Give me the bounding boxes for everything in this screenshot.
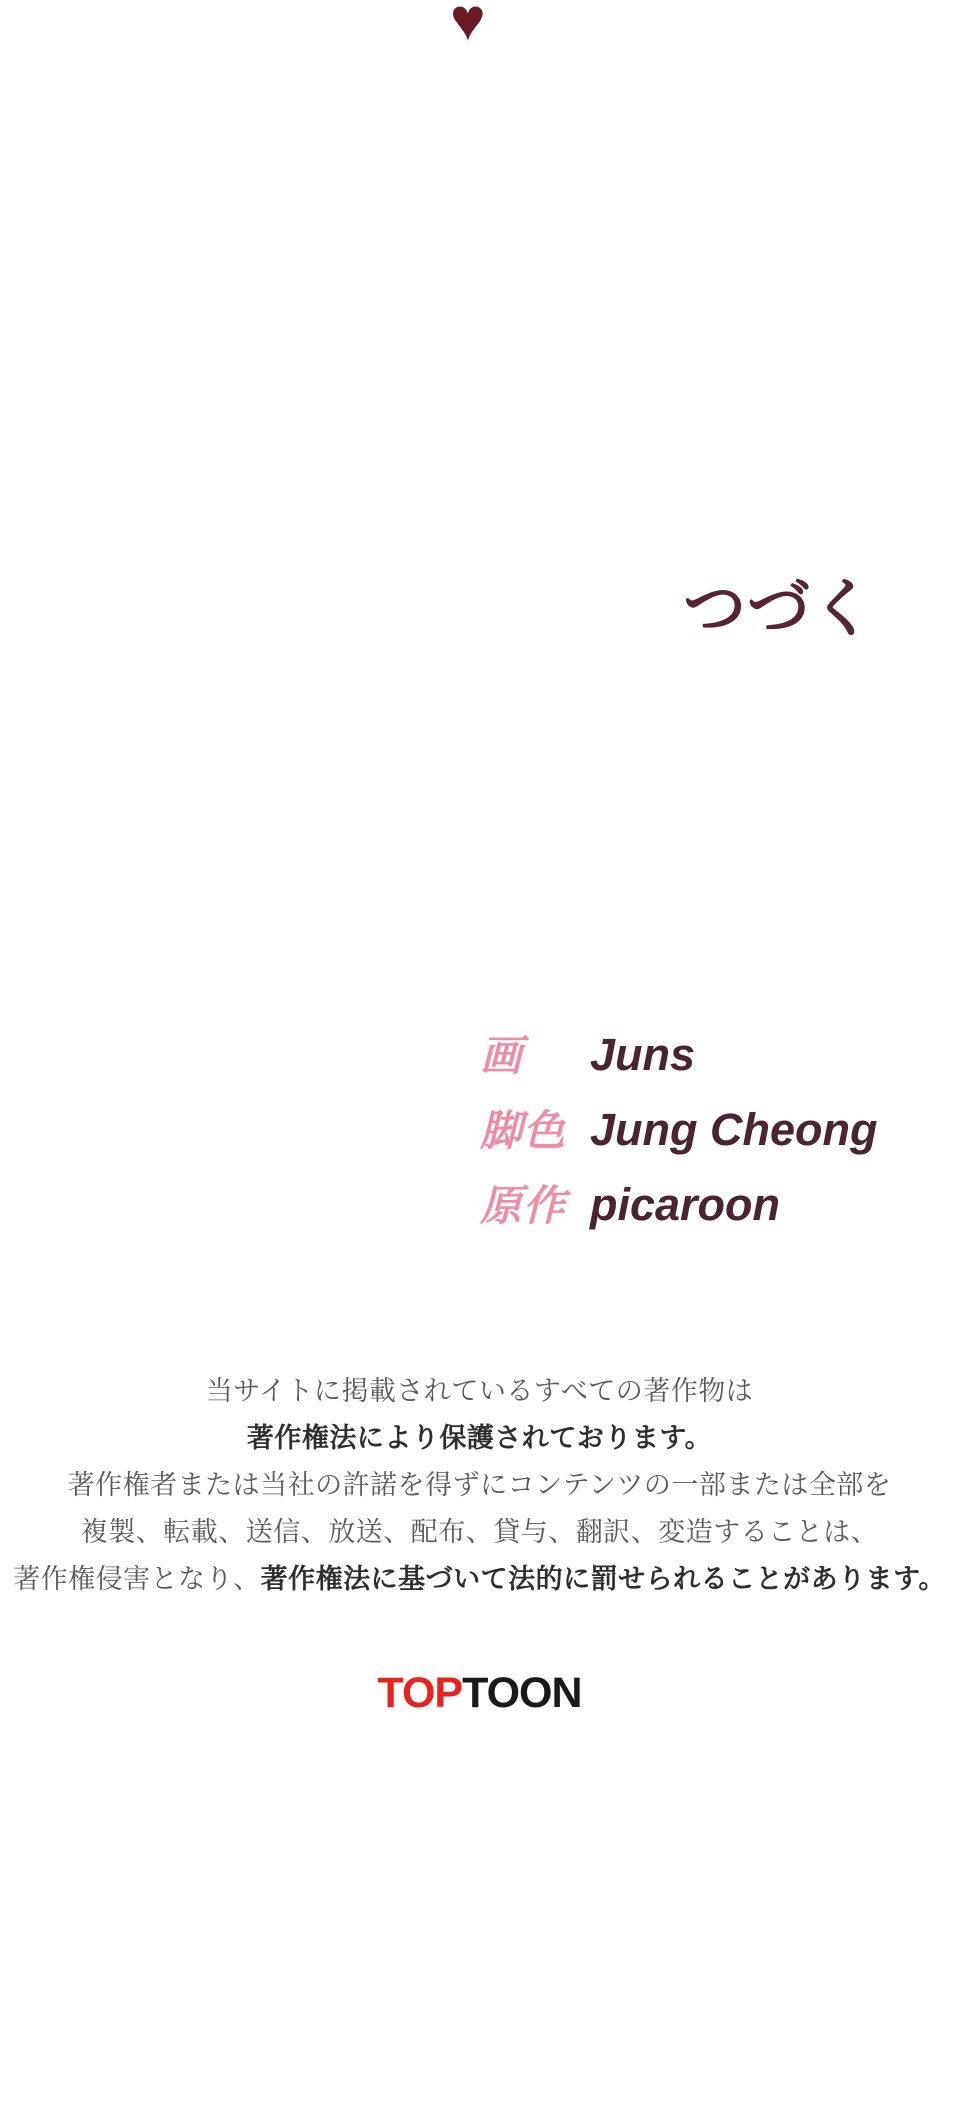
credit-value-artist: Juns [590, 1029, 696, 1080]
credit-label-artist: 画 [480, 1032, 524, 1079]
copyright-notice [0, 1368, 959, 1603]
copyright-line-4-text: 複製、転載、送信、放送、配布、貸与、翻訳、変造することは、 [80, 1517, 879, 1547]
copyright-line-1-text: 当サイトに掲載されているすべての著作物は [205, 1376, 754, 1406]
copyright-line-5-normal-text: 著作権侵害となり、 [13, 1564, 261, 1594]
copyright-line-5-bold-text: 著作権法に基づいて法的に罰せられることがあります。 [260, 1564, 946, 1594]
credit-label-adaptation: 脚色 [480, 1107, 567, 1154]
credits-block [480, 1029, 878, 1257]
copyright-line-4 [0, 1509, 959, 1556]
copyright-line-2 [0, 1415, 959, 1462]
credit-label-original: 原作 [480, 1182, 567, 1229]
to-be-continued-text: つづく [683, 574, 875, 644]
copyright-line-2-text: 著作権法により保護されております。 [246, 1423, 713, 1453]
toptoon-logo [0, 1669, 959, 1717]
toptoon-logo-top: TOP [377, 1669, 463, 1717]
credit-row-original [480, 1179, 877, 1230]
credit-value-adaptation: Jung Cheong [590, 1104, 878, 1155]
heart-icon: ♥ [450, 0, 486, 53]
copyright-line-3-text: 著作権者または当社の許諾を得ずにコンテンツの一部または全部を [67, 1470, 892, 1500]
credit-row-artist [480, 1029, 877, 1080]
credit-value-original: picaroon [590, 1179, 781, 1230]
copyright-line-3 [0, 1462, 959, 1509]
copyright-line-1 [0, 1368, 959, 1415]
toptoon-logo-toon: TOON [462, 1669, 582, 1717]
credit-row-adaptation [480, 1104, 878, 1155]
copyright-line-5 [0, 1556, 959, 1603]
